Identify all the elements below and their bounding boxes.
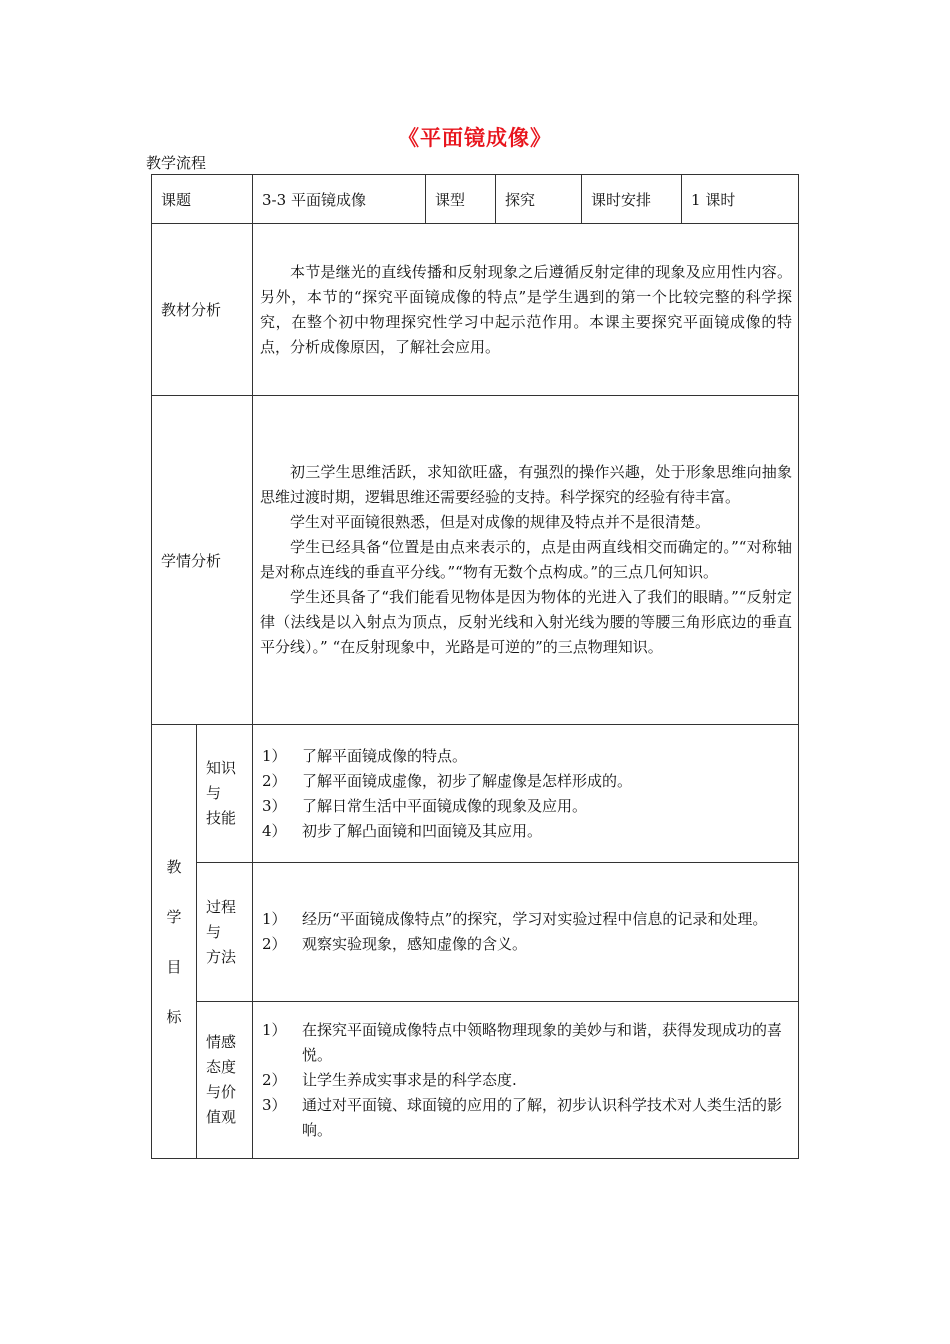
list-item-number: 2） (262, 771, 287, 790)
process-label-line: 方法 (206, 947, 237, 966)
emotion-label (197, 1002, 253, 1159)
process-label-line: 过程 (206, 897, 237, 916)
list-item (262, 794, 792, 819)
list-item (262, 932, 792, 957)
list-item-number: 3） (262, 796, 287, 815)
process-list (253, 863, 799, 1002)
materials-content (253, 224, 799, 396)
list-item-number: 1） (262, 910, 287, 928)
emotion-list (253, 1002, 799, 1159)
list-item (262, 1068, 792, 1093)
list-item-text: 初步了解凸面镜和凹面镜及其应用。 (302, 821, 543, 840)
students-label: 学情分析 (152, 396, 253, 725)
header-cell-topic-label: 课题 (152, 175, 253, 224)
list-item-number: 2） (262, 935, 287, 953)
students-paragraph-4: 学生还具备了“我们能看见物体是因为物体的光进入了我们的眼睛。”“反射定律（法线是以入射点为顶点，反射光线和入射光线为腰的等腰三角形底边的垂直平分线）。” “在反射现象中，光路是可逆的”的三点物理知识。 (260, 588, 793, 656)
goals-label-char: 标 (166, 1007, 182, 1026)
list-item-text: 让学生养成实事求是的科学态度. (302, 1070, 517, 1089)
list-item-number: 1） (262, 1020, 287, 1039)
header-cell-hours: 1 课时 (682, 175, 799, 224)
list-item (262, 769, 792, 794)
list-item-number: 3） (262, 1095, 287, 1114)
header-row (152, 175, 799, 224)
knowledge-label-line: 与 (206, 784, 222, 802)
materials-label: 教材分析 (152, 224, 253, 396)
list-item-text: 通过对平面镜、球面镜的应用的了解，初步认识科学技术对人类生活的影响。 (302, 1095, 783, 1139)
list-item-text: 了解日常生活中平面镜成像的现象及应用。 (302, 796, 588, 815)
goals-label (152, 725, 197, 1159)
goals-emotion-row (152, 1002, 799, 1159)
materials-row (152, 224, 799, 396)
materials-paragraph: 本节是继光的直线传播和反射现象之后遵循反射定律的现象及应用性内容。另外，本节的“探究平面镜成像的特点”是学生遇到的第一个比较完整的科学探究，在整个初中物理探究性学习中起示范作用。本课主要探究平面镜成像的特点，分析成像原因，了解社会应用。 (260, 262, 793, 356)
list-item-text: 了解平面镜成像的特点。 (302, 746, 468, 765)
list-item-number: 2） (262, 1070, 287, 1089)
students-content (253, 396, 799, 725)
section-label: 教学流程 (146, 154, 207, 172)
emotion-label-line: 值观 (206, 1108, 237, 1126)
students-row (152, 396, 799, 725)
list-item-text: 了解平面镜成虚像，初步了解虚像是怎样形成的。 (302, 771, 633, 790)
list-item (262, 907, 792, 932)
lesson-plan-table (151, 174, 799, 1159)
students-paragraph-3: 学生已经具备“位置是由点来表示的，点是由两直线相交而确定的。”“对称轴是对称点连线的垂直平分线。”“物有无数个点构成。”的三点几何知识。 (260, 538, 793, 581)
header-cell-type-label: 课型 (426, 175, 496, 224)
header-cell-type: 探究 (496, 175, 582, 224)
process-label (197, 863, 253, 1002)
header-cell-topic: 3-3 平面镜成像 (253, 175, 426, 224)
document-title: 《平面镜成像》 (398, 125, 552, 150)
goals-label-char: 教 (166, 857, 182, 876)
header-cell-hours-label: 课时安排 (582, 175, 682, 224)
process-label-line: 与 (206, 922, 222, 941)
goals-label-char: 目 (166, 957, 182, 976)
knowledge-label (197, 725, 253, 863)
list-item-text: 经历“平面镜成像特点”的探究，学习对实验过程中信息的记录和处理。 (302, 910, 768, 928)
knowledge-label-line: 知识 (206, 759, 237, 777)
goals-process-row (152, 863, 799, 1002)
goals-label-char: 学 (166, 907, 182, 926)
knowledge-list (253, 725, 799, 863)
list-item-text: 观察实验现象，感知虚像的含义。 (302, 935, 528, 953)
list-item-number: 4） (262, 821, 287, 840)
emotion-label-line: 态度 (206, 1058, 237, 1076)
emotion-label-line: 情感 (206, 1033, 237, 1051)
list-item (262, 1093, 792, 1143)
students-paragraph-2: 学生对平面镜很熟悉，但是对成像的规律及特点并不是很清楚。 (290, 513, 711, 531)
goals-knowledge-row (152, 725, 799, 863)
list-item (262, 819, 792, 844)
list-item-number: 1） (262, 746, 287, 765)
emotion-label-line: 与价 (206, 1083, 237, 1101)
list-item (262, 744, 792, 769)
knowledge-label-line: 技能 (206, 809, 237, 827)
students-paragraph-1: 初三学生思维活跃，求知欲旺盛，有强烈的操作兴趣，处于形象思维向抽象思维过渡时期，逻辑思维还需要经验的支持。科学探究的经验有待丰富。 (260, 463, 793, 506)
list-item (262, 1018, 792, 1068)
list-item-text: 在探究平面镜成像特点中领略物理现象的美妙与和谐，获得发现成功的喜悦。 (302, 1020, 783, 1064)
